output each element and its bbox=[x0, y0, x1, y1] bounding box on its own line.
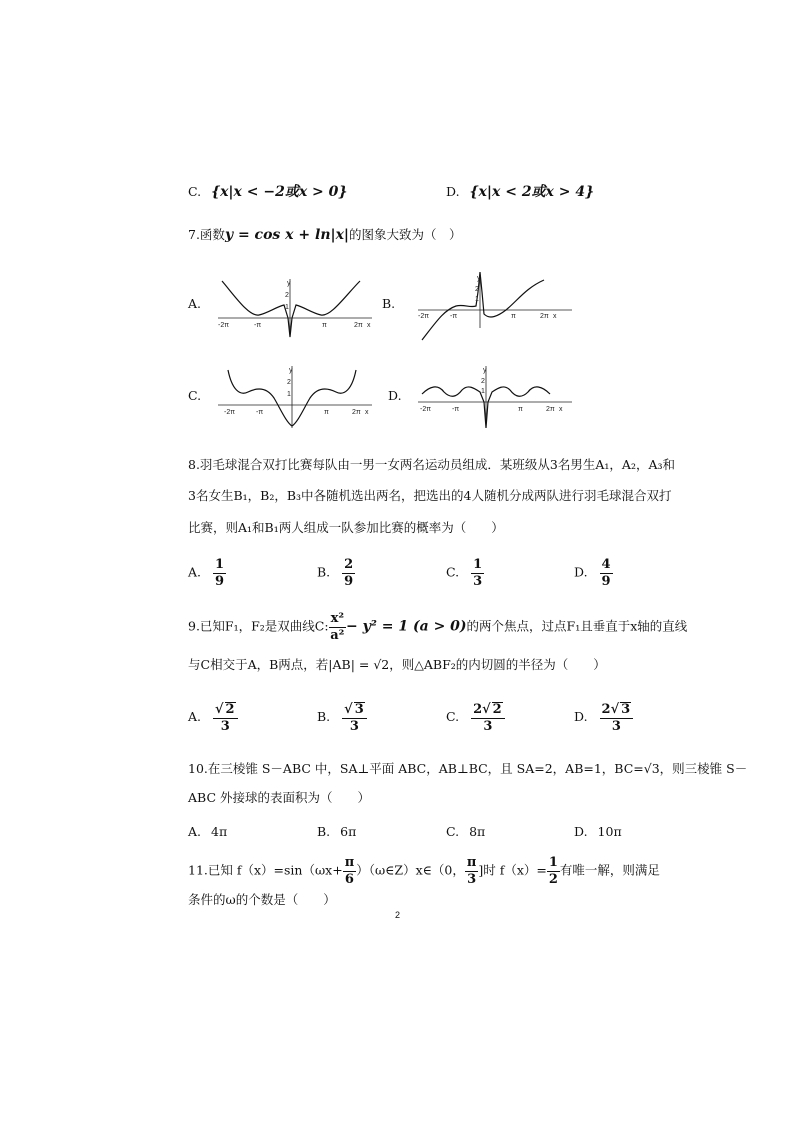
q9-option-d bbox=[574, 702, 633, 733]
fraction-numerator: 2 bbox=[344, 557, 354, 572]
graph-b-tick-pi: π bbox=[511, 313, 516, 320]
q11-fraction-3 bbox=[547, 856, 560, 886]
fraction-denominator: 3 bbox=[220, 718, 230, 734]
q10-option-value: 8π bbox=[469, 824, 486, 839]
page-number: 2 bbox=[395, 910, 401, 920]
fraction-numerator: 2√ 2 bbox=[471, 702, 505, 719]
graph-c-tick-pi: π bbox=[324, 409, 329, 416]
graph-a-ylabel: y bbox=[287, 280, 291, 287]
q6-option-d bbox=[446, 185, 594, 199]
q9-option-b bbox=[317, 702, 367, 733]
graph-d-tick-negpi: -π bbox=[452, 406, 460, 413]
graph-a-tick-2: 2 bbox=[285, 292, 289, 299]
graph-d-tick-1: 1 bbox=[481, 388, 485, 395]
fraction-denominator: 2 bbox=[548, 871, 558, 887]
fraction-numerator: 4 bbox=[601, 557, 611, 572]
graph-a-xlabel: x bbox=[367, 322, 371, 329]
q9-option-fraction bbox=[471, 702, 505, 733]
fraction-denominator: 9 bbox=[215, 573, 225, 589]
graph-b-tick-negpi: -π bbox=[450, 313, 458, 320]
q8-option-fraction bbox=[342, 558, 355, 588]
q9-line-1a: 9.已知F₁，F₂是双曲线C: bbox=[188, 618, 329, 634]
q10-option-a bbox=[188, 826, 227, 839]
fraction-denominator: a² bbox=[330, 627, 345, 643]
q9-line-1b: 的两个焦点，过点F₁且垂直于x轴的直线 bbox=[466, 618, 688, 634]
q11-fraction-2 bbox=[465, 856, 479, 886]
fraction-numerator: π bbox=[466, 855, 477, 870]
q9-line-2: 与C相交于A，B两点，若|AB| = √2，则△ABF₂的内切圆的半径为（ ） bbox=[188, 657, 606, 672]
q7-label-b: B. bbox=[382, 296, 396, 311]
q10-option-c bbox=[446, 826, 485, 839]
graph-c-xlabel: x bbox=[365, 409, 369, 416]
graph-c bbox=[214, 362, 374, 432]
q9-option-fraction bbox=[213, 702, 238, 733]
graph-b bbox=[414, 270, 574, 342]
radicand: 2 bbox=[492, 702, 502, 717]
q8-option-label: D. bbox=[574, 564, 588, 580]
q8-option-label: A. bbox=[188, 564, 202, 580]
q9-equation-fraction bbox=[329, 612, 346, 642]
fraction-denominator: 9 bbox=[344, 573, 354, 589]
graph-a-tick-negpi: -π bbox=[254, 322, 262, 329]
graph-d-tick-pi: π bbox=[518, 406, 523, 413]
fraction-numerator: √ 2 bbox=[213, 702, 238, 719]
q9-line-1 bbox=[188, 612, 687, 642]
graph-d bbox=[414, 362, 574, 430]
q7-suffix: 的图象大致为（ ） bbox=[349, 227, 462, 242]
q8-option-label: B. bbox=[317, 564, 331, 580]
graph-d-ylabel: y bbox=[483, 367, 487, 374]
fraction-denominator: 3 bbox=[467, 871, 477, 887]
graph-a-tick-2pi: 2π bbox=[354, 322, 363, 329]
q8-option-b bbox=[317, 558, 355, 588]
radical-coefficient: 2 bbox=[473, 702, 483, 717]
graph-b-tick-neg2pi: -2π bbox=[418, 313, 430, 320]
q6-d-label: D. bbox=[446, 184, 460, 199]
q9-option-a bbox=[188, 702, 238, 733]
graph-d-tick-neg2pi: -2π bbox=[420, 406, 432, 413]
q11-part-a: 11.已知 f（x）=sin（ωx+ bbox=[188, 862, 343, 878]
fraction-numerator: 1 bbox=[215, 557, 225, 572]
q10-line-1: 10.在三棱锥 S－ABC 中，SA⊥平面 ABC，AB⊥BC，且 SA=2，AB=1，BC=√3，则三棱锥 S－ bbox=[188, 761, 748, 776]
q7-formula: y = cos x + ln|x| bbox=[224, 227, 350, 243]
q7-stem bbox=[188, 228, 462, 242]
q8-option-c bbox=[446, 558, 484, 588]
q6-c-label: C. bbox=[188, 184, 202, 199]
q11-part-d: 有唯一解，则满足 bbox=[559, 862, 660, 878]
q9-option-c bbox=[446, 702, 505, 733]
fraction-numerator: x² bbox=[330, 611, 345, 626]
q11-fraction-1 bbox=[343, 856, 357, 886]
q8-option-fraction bbox=[600, 558, 613, 588]
q8-line-2: 3名女生B₁，B₂，B₃中各随机选出两名，把选出的4人随机分成两队进行羽毛球混合双打 bbox=[188, 488, 672, 503]
graph-c-tick-1: 1 bbox=[287, 391, 291, 398]
q10-option-value: 4π bbox=[211, 824, 228, 839]
q10-line-2: ABC 外接球的表面积为（ ） bbox=[188, 790, 370, 805]
q6-option-c bbox=[188, 185, 347, 199]
q10-option-label: D. bbox=[574, 824, 588, 839]
q11-part-b: ）（ω∈Z）x∈（0， bbox=[356, 862, 465, 878]
fraction-numerator: 2√ 3 bbox=[600, 702, 634, 719]
radical-coefficient: 2 bbox=[601, 702, 611, 717]
graph-b-xlabel: x bbox=[553, 313, 557, 320]
q8-option-fraction bbox=[213, 558, 226, 588]
graph-a-tick-1: 1 bbox=[285, 304, 289, 311]
q8-line-3: 比赛，则A₁和B₁两人组成一队参加比赛的概率为（ ） bbox=[188, 520, 504, 535]
radicand: 3 bbox=[621, 702, 631, 717]
q9-equation-rest: − y² = 1 (a > 0) bbox=[346, 618, 467, 635]
graph-c-tick-neg2pi: -2π bbox=[224, 409, 236, 416]
graph-c-tick-2pi: 2π bbox=[352, 409, 361, 416]
q10-option-label: B. bbox=[317, 824, 331, 839]
fraction-denominator: 3 bbox=[349, 718, 359, 734]
graph-b-tick-2: 2 bbox=[475, 286, 479, 293]
graph-a-tick-neg2pi: -2π bbox=[218, 322, 230, 329]
graph-c-ylabel: y bbox=[289, 367, 293, 374]
fraction-denominator: 6 bbox=[344, 871, 354, 887]
graph-a bbox=[214, 275, 374, 337]
q10-option-value: 6π bbox=[340, 824, 357, 839]
q7-label-d: D. bbox=[388, 388, 402, 403]
fraction-numerator: π bbox=[344, 855, 355, 870]
graph-b-tick-1: 1 bbox=[475, 296, 479, 303]
fraction-denominator: 9 bbox=[601, 573, 611, 589]
q9-option-label: A. bbox=[188, 709, 202, 725]
fraction-denominator: 3 bbox=[483, 718, 493, 734]
fraction-denominator: 3 bbox=[611, 718, 621, 734]
q9-option-fraction bbox=[342, 702, 367, 733]
q6-d-set: {x|x < 2或x > 4} bbox=[469, 184, 595, 200]
q7-label-c: C. bbox=[188, 388, 202, 403]
fraction-denominator: 3 bbox=[473, 573, 483, 589]
radicand: 3 bbox=[354, 702, 364, 717]
q10-option-b bbox=[317, 826, 356, 839]
graph-a-tick-pi: π bbox=[322, 322, 327, 329]
q10-option-d bbox=[574, 826, 622, 839]
q7-label-a: A. bbox=[188, 296, 202, 311]
q10-option-label: A. bbox=[188, 824, 202, 839]
q11-line-1 bbox=[188, 856, 660, 886]
q6-c-set: {x|x < −2或x > 0} bbox=[211, 184, 348, 200]
graph-d-tick-2pi: 2π bbox=[546, 406, 555, 413]
q8-option-a bbox=[188, 558, 226, 588]
q10-option-label: C. bbox=[446, 824, 460, 839]
graph-d-tick-2: 2 bbox=[481, 378, 485, 385]
q8-option-fraction bbox=[471, 558, 484, 588]
q8-line-1: 8.羽毛球混合双打比赛每队由一男一女两名运动员组成．某班级从3名男生A₁，A₂，A₃和 bbox=[188, 457, 675, 472]
graph-b-tick-2pi: 2π bbox=[540, 313, 549, 320]
q9-option-label: B. bbox=[317, 709, 331, 725]
q8-option-label: C. bbox=[446, 564, 460, 580]
q11-part-c: ]时 f（x）= bbox=[478, 862, 547, 878]
graph-c-tick-negpi: -π bbox=[256, 409, 264, 416]
graph-c-tick-2: 2 bbox=[287, 379, 291, 386]
graph-d-xlabel: x bbox=[559, 406, 563, 413]
fraction-numerator: √ 3 bbox=[342, 702, 367, 719]
q8-option-d bbox=[574, 558, 613, 588]
q11-line-2: 条件的ω的个数是（ ） bbox=[188, 892, 336, 907]
q10-option-value: 10π bbox=[597, 824, 622, 839]
q9-option-label: C. bbox=[446, 709, 460, 725]
fraction-numerator: 1 bbox=[548, 855, 558, 870]
q9-option-label: D. bbox=[574, 709, 588, 725]
q7-prefix: 7.函数 bbox=[188, 227, 225, 242]
q9-option-fraction bbox=[600, 702, 634, 733]
fraction-numerator: 1 bbox=[473, 557, 483, 572]
radicand: 2 bbox=[225, 702, 235, 717]
graph-b-ylabel: y bbox=[477, 275, 481, 282]
